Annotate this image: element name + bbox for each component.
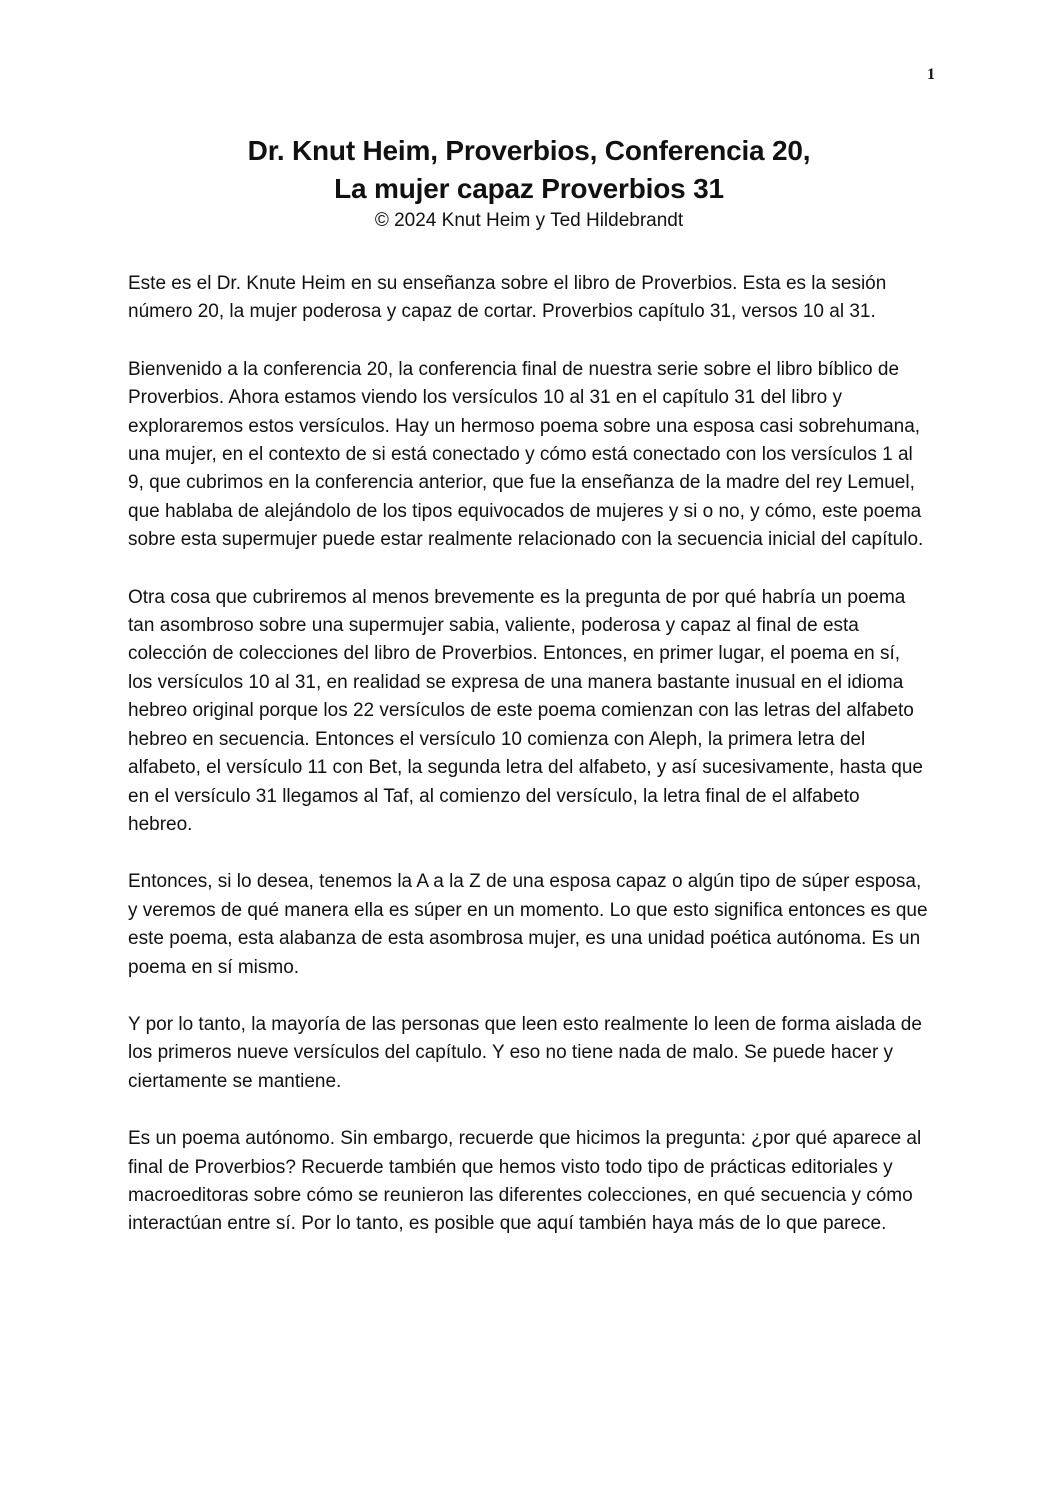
paragraph: Entonces, si lo desea, tenemos la A a la Z de una esposa capaz o algún tipo de súper esposa, y veremos de qué manera ella es súper en un momento. Lo que esto significa entonces es que este poema, esta alabanza de esta asombrosa mujer, es una unidad poética autónoma. Es un poema en sí mismo. xyxy=(128,871,928,978)
document-body xyxy=(128,270,928,1268)
paragraph: Y por lo tanto, la mayoría de las personas que leen esto realmente lo leen de forma aislada de los primeros nueve versículos del capítulo. Y eso no tiene nada de malo. Se puede hacer y ciertamente se mantiene. xyxy=(128,1013,922,1092)
page-number: 1 xyxy=(927,66,935,83)
copyright-notice: © 2024 Knut Heim y Ted Hildebrandt xyxy=(374,210,684,231)
paragraph: Bienvenido a la conferencia 20, la conferencia final de nuestra serie sobre el libro bíblico de Proverbios. Ahora estamos viendo los versículos 10 al 31 en el capítulo 31 del libro y exploraremos estos versículos. Hay un hermoso poema sobre una esposa casi sobrehumana, una mujer, en el contexto de si está conectado y cómo está conectado con los versículos 1 al 9, que cubrimos en la conferencia anterior, que fue la enseñanza de la madre del rey Lemuel, que hablaba de alejándolo de los tipos equivocados de mujeres y si o no, y cómo, este poema sobre esta supermujer puede estar realmente relacionado con la secuencia inicial del capítulo. xyxy=(128,358,924,551)
paragraph: Es un poema autónomo. Sin embargo, recuerde que hicimos la pregunta: ¿por qué aparece al final de Proverbios? Recuerde también que hemos visto todo tipo de prácticas editoriales y macroeditoras sobre cómo se reunieron las diferentes colecciones, en qué secuencia y cómo interactúan entre sí. Por lo tanto, es posible que aquí también haya más de lo que parece. xyxy=(128,1128,922,1235)
document-header xyxy=(0,132,1058,234)
document-title-line-1: Dr. Knut Heim, Proverbios, Conferencia 20, xyxy=(247,135,811,166)
paragraph: Este es el Dr. Knute Heim en su enseñanza sobre el libro de Proverbios. Esta es la sesión número 20, la mujer poderosa y capaz de cortar. Proverbios capítulo 31, versos 10 al 31. xyxy=(128,273,887,323)
document-title-line-2: La mujer capaz Proverbios 31 xyxy=(334,173,724,204)
paragraph: Otra cosa que cubriremos al menos brevemente es la pregunta de por qué habría un poema tan asombroso sobre una supermujer sabia, valiente, poderosa y capaz al final de esta colección de colecciones del libro de Proverbios. Entonces, en primer lugar, el poema en sí, los versículos 10 al 31, en realidad se expresa de una manera bastante inusual en el idioma hebreo original porque los 22 versículos de este poema comienzan con las letras del alfabeto hebreo en secuencia. Entonces el versículo 10 comienza con Aleph, la primera letra del alfabeto, el versículo 11 con Bet, la segunda letra del alfabeto, y así sucesivamente, hasta que en el versículo 31 llegamos al Taf, al comienzo del versículo, la letra final de el alfabeto hebreo. xyxy=(128,586,923,835)
